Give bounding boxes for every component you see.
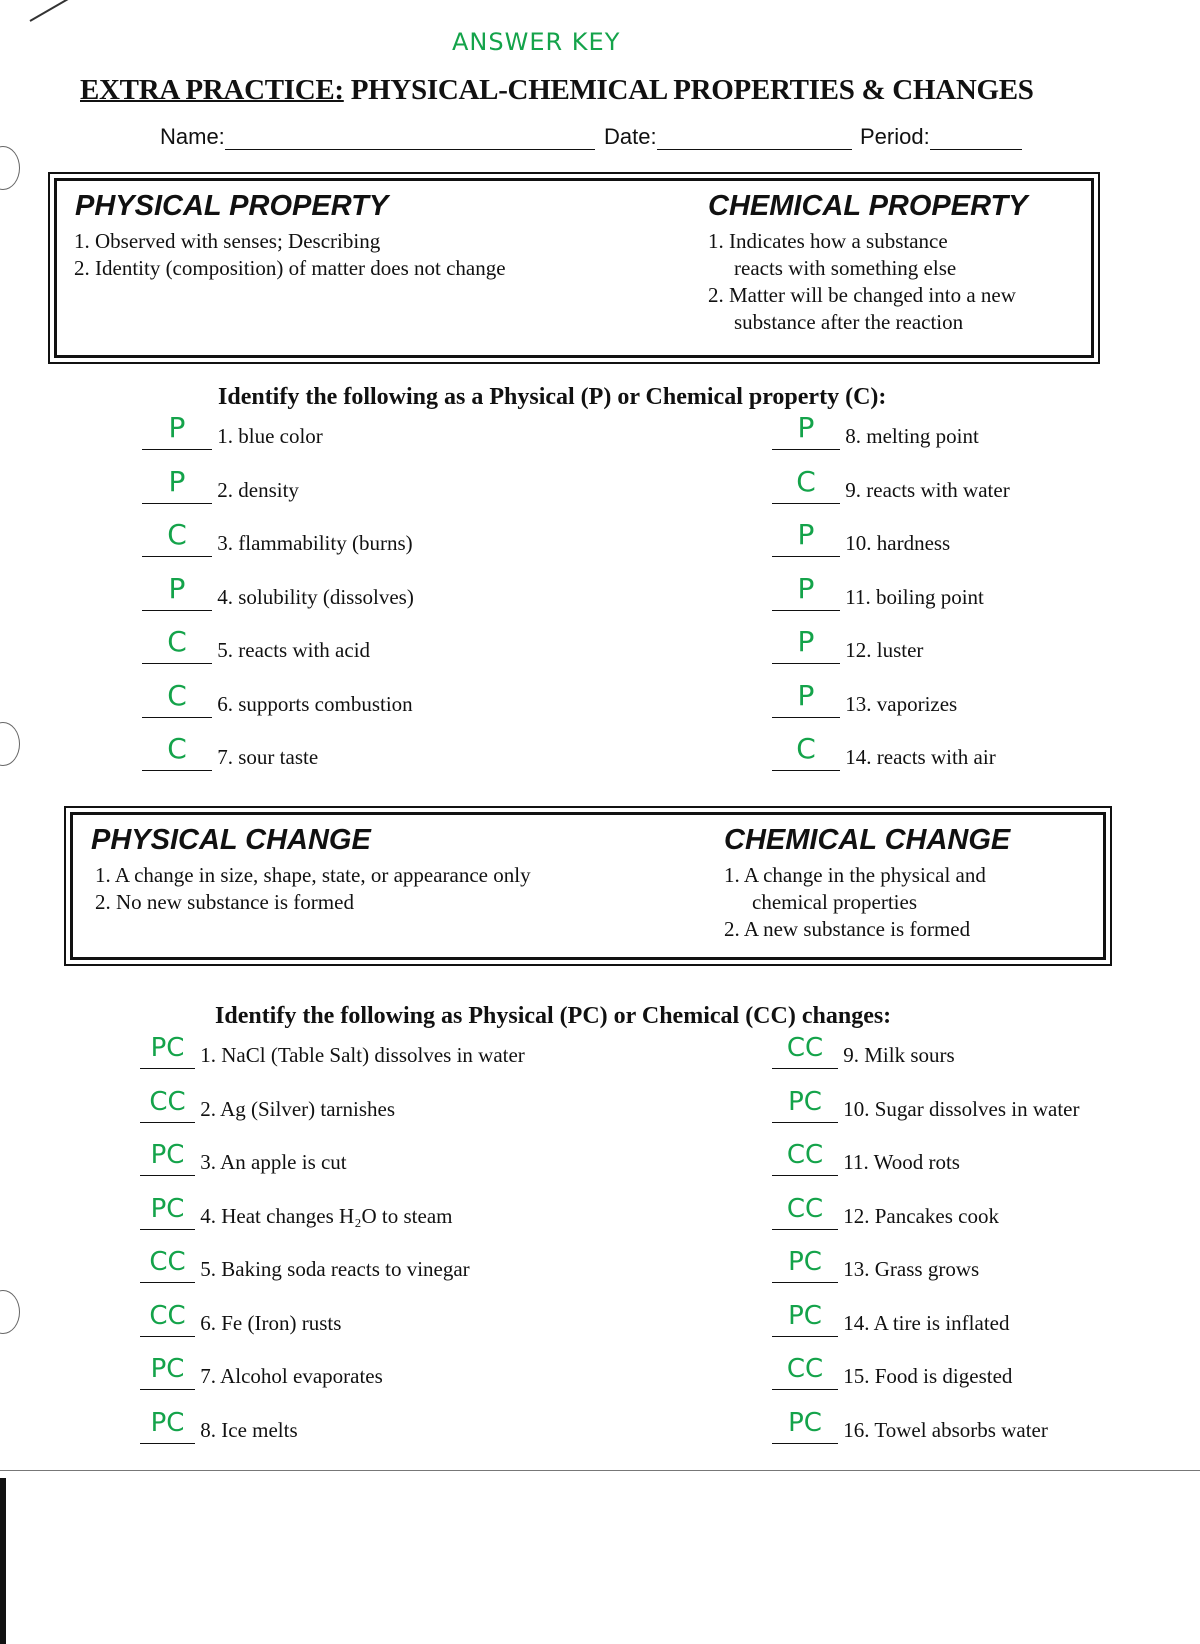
- date-label: Date:: [604, 124, 657, 149]
- handwritten-answer: C: [796, 732, 816, 765]
- answer-blank[interactable]: [140, 1086, 195, 1123]
- handwritten-answer: PC: [150, 1193, 185, 1224]
- item-text: 14. A tire is inflated: [843, 1310, 1010, 1335]
- title-main: EXTRA PRACTICE:: [80, 74, 344, 106]
- changes-section-title: Identify the following as Physical (PC) or Chemical (CC) changes:: [215, 1003, 892, 1029]
- item-text: 11. boiling point: [845, 584, 984, 609]
- period-label: Period:: [860, 124, 930, 149]
- handwritten-answer: CC: [149, 1300, 186, 1331]
- answer-blank[interactable]: [140, 1407, 195, 1444]
- item-text: 5. reacts with acid: [217, 638, 371, 662]
- definition-line: 2. Identity (composition) of matter does not change: [74, 256, 506, 280]
- handwritten-answer: P: [797, 571, 815, 605]
- item-text: 13. Grass grows: [843, 1257, 980, 1281]
- item-text: 1. blue color: [217, 424, 323, 448]
- item-text: 4. solubility (dissolves): [217, 584, 414, 609]
- definition-line: substance after the reaction: [734, 310, 964, 334]
- handwritten-answer: P: [797, 411, 815, 444]
- answer-blank[interactable]: [140, 1300, 195, 1337]
- page-title: [80, 74, 1034, 107]
- change-item: [140, 1140, 525, 1201]
- item-text: 10. hardness: [845, 531, 951, 555]
- answer-blank[interactable]: [140, 1033, 195, 1069]
- answer-blank[interactable]: [772, 518, 840, 557]
- physical-change-definition: [95, 862, 531, 916]
- answer-blank[interactable]: [142, 678, 212, 718]
- change-list-right: [772, 1033, 1080, 1468]
- item-text: 16. Towel absorbs water: [843, 1417, 1048, 1442]
- change-item: [772, 1407, 1079, 1469]
- answer-blank[interactable]: [142, 732, 212, 771]
- answer-blank[interactable]: [772, 732, 840, 771]
- item-text: 3. flammability (burns): [217, 531, 413, 555]
- definition-line: 2. No new substance is formed: [95, 890, 354, 914]
- date-blank[interactable]: [657, 129, 852, 150]
- handwritten-answer: P: [797, 678, 815, 712]
- name-blank[interactable]: [225, 129, 595, 150]
- answer-blank[interactable]: [140, 1140, 195, 1176]
- properties-section-title: Identify the following as a Physical (P) or Chemical property (C):: [218, 384, 887, 410]
- title-rest: PHYSICAL-CHEMICAL PROPERTIES & CHANGES: [343, 74, 1034, 106]
- change-item: [140, 1193, 525, 1255]
- answer-blank[interactable]: [772, 571, 840, 611]
- chemical-change-heading: CHEMICAL CHANGE: [724, 824, 1011, 856]
- period-field[interactable]: [860, 124, 1022, 150]
- item-text: 6. supports combustion: [217, 691, 413, 716]
- property-list-left: [142, 411, 414, 795]
- definition-line: 1. Observed with senses; Describing: [74, 229, 381, 253]
- answer-blank[interactable]: [772, 1086, 838, 1123]
- change-item: [140, 1300, 525, 1362]
- item-text: 12. Pancakes cook: [843, 1203, 999, 1228]
- handwritten-answer: CC: [786, 1193, 824, 1224]
- answer-blank[interactable]: [142, 411, 212, 450]
- answer-blank[interactable]: [772, 1247, 838, 1283]
- definition-line: 1. Indicates how a substance: [708, 229, 948, 253]
- handwritten-answer: P: [797, 518, 815, 551]
- name-label: Name:: [160, 124, 225, 149]
- scan-edge-line: [0, 1470, 1200, 1471]
- answer-blank[interactable]: [140, 1193, 195, 1230]
- physical-property-heading: PHYSICAL PROPERTY: [75, 190, 389, 222]
- physical-change-heading: PHYSICAL CHANGE: [91, 824, 371, 856]
- item-text: 3. An apple is cut: [200, 1150, 347, 1174]
- answer-blank[interactable]: [140, 1247, 195, 1283]
- change-item: [772, 1354, 1079, 1415]
- answer-blank[interactable]: [772, 1354, 838, 1390]
- answer-blank[interactable]: [772, 1033, 838, 1069]
- handwritten-answer: PC: [150, 1354, 185, 1384]
- item-text: 1. NaCl (Table Salt) dissolves in water: [200, 1043, 525, 1067]
- answer-blank[interactable]: [772, 411, 840, 450]
- change-item: [772, 1193, 1079, 1255]
- item-text: 15. Food is digested: [843, 1364, 1013, 1388]
- handwritten-answer: P: [168, 411, 186, 444]
- item-text: 7. Alcohol evaporates: [200, 1364, 383, 1388]
- handwritten-answer: PC: [150, 1140, 185, 1170]
- handwritten-answer: CC: [149, 1247, 186, 1277]
- binder-hole: [0, 146, 20, 190]
- handwritten-answer: C: [167, 518, 187, 551]
- handwritten-answer: PC: [788, 1247, 822, 1277]
- definition-line: 1. A change in size, shape, state, or appearance only: [95, 863, 531, 887]
- handwritten-answer: PC: [788, 1086, 822, 1117]
- item-text: 14. reacts with air: [845, 745, 996, 769]
- change-item: [140, 1407, 525, 1469]
- item-text: 7. sour taste: [217, 745, 319, 769]
- change-item: [772, 1033, 1079, 1094]
- scan-edge-bar: [0, 1478, 6, 1644]
- handwritten-answer: C: [796, 464, 816, 498]
- definition-line: 2. Matter will be changed into a new: [708, 283, 1016, 307]
- item-text: 6. Fe (Iron) rusts: [200, 1310, 342, 1335]
- change-item: [772, 1140, 1079, 1201]
- item-text: 13. vaporizes: [845, 691, 958, 716]
- definition-line: chemical properties: [752, 890, 918, 914]
- change-list-left: [140, 1033, 525, 1468]
- handwritten-answer: CC: [786, 1140, 824, 1170]
- answer-blank[interactable]: [140, 1354, 195, 1390]
- binder-hole: [0, 1290, 20, 1334]
- answer-blank[interactable]: [142, 464, 212, 504]
- handwritten-answer: P: [797, 625, 815, 658]
- change-item: [772, 1086, 1080, 1148]
- change-item: [140, 1033, 525, 1094]
- answer-blank[interactable]: [772, 625, 840, 664]
- handwritten-answer: PC: [788, 1300, 822, 1331]
- answer-key-label: ANSWER KEY: [452, 28, 621, 56]
- definition-line: 1. A change in the physical and: [724, 863, 986, 887]
- answer-blank[interactable]: [772, 1300, 838, 1337]
- pen-stroke-mark: [30, 0, 85, 22]
- handwritten-answer: CC: [786, 1354, 824, 1384]
- handwritten-answer: C: [167, 732, 187, 765]
- property-item: [142, 732, 414, 795]
- handwritten-answer: CC: [149, 1086, 186, 1117]
- handwritten-answer: C: [167, 625, 187, 658]
- answer-blank[interactable]: [772, 678, 840, 718]
- property-item: [772, 732, 1010, 795]
- chemical-property-heading: CHEMICAL PROPERTY: [708, 190, 1028, 222]
- period-blank[interactable]: [930, 129, 1022, 150]
- physical-property-definition: [74, 228, 506, 282]
- item-text: 12. luster: [845, 638, 924, 662]
- answer-blank[interactable]: [142, 625, 212, 664]
- handwritten-answer: PC: [150, 1033, 185, 1063]
- binder-hole: [0, 722, 20, 766]
- handwritten-answer: PC: [150, 1407, 185, 1438]
- item-text: 9. Milk sours: [843, 1043, 955, 1067]
- item-text: 11. Wood rots: [843, 1150, 960, 1174]
- item-text: 4. Heat changes H₂O to steam: [200, 1203, 453, 1228]
- handwritten-answer: C: [167, 678, 187, 712]
- definition-line: 2. A new substance is formed: [724, 917, 971, 941]
- item-text: 8. melting point: [845, 424, 979, 448]
- answer-blank[interactable]: [142, 518, 212, 557]
- change-item: [772, 1300, 1079, 1362]
- item-text: 8. Ice melts: [200, 1417, 298, 1442]
- item-text: 2. density: [217, 477, 299, 502]
- handwritten-answer: P: [168, 571, 186, 605]
- answer-blank[interactable]: [772, 464, 840, 504]
- change-item: [140, 1086, 525, 1148]
- name-field[interactable]: [160, 124, 595, 150]
- chemical-property-definition: [708, 228, 1016, 336]
- date-field[interactable]: [604, 124, 852, 150]
- item-text: 10. Sugar dissolves in water: [843, 1096, 1080, 1121]
- definition-line: reacts with something else: [734, 256, 957, 280]
- property-list-right: [772, 411, 1010, 795]
- item-text: 5. Baking soda reacts to vinegar: [200, 1257, 470, 1281]
- answer-blank[interactable]: [772, 1140, 838, 1176]
- item-text: 2. Ag (Silver) tarnishes: [200, 1096, 396, 1121]
- answer-blank[interactable]: [142, 571, 212, 611]
- item-text: 9. reacts with water: [845, 477, 1010, 502]
- change-item: [140, 1354, 525, 1415]
- answer-blank[interactable]: [772, 1193, 838, 1230]
- handwritten-answer: P: [168, 464, 186, 498]
- change-item: [140, 1247, 525, 1308]
- chemical-change-definition: [724, 862, 986, 943]
- handwritten-answer: PC: [788, 1407, 822, 1438]
- change-item: [772, 1247, 1079, 1308]
- handwritten-answer: CC: [786, 1033, 824, 1063]
- answer-blank[interactable]: [772, 1407, 838, 1444]
